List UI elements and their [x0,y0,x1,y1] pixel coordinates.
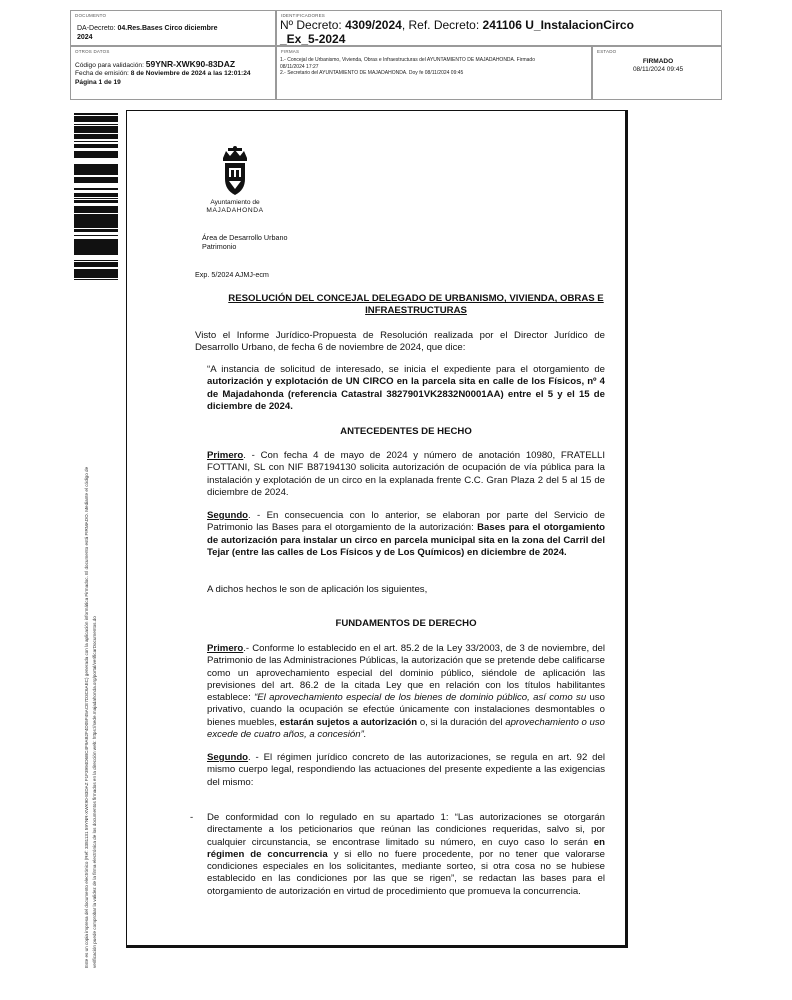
documento-label: DOCUMENTO [75,13,107,18]
barcode-bar [74,193,118,194]
firma-2: 2.- Secretario del AYUNTAMIENTO DE MAJADAHONDA. Doy fe 08/11/2024 09:45 [280,70,464,76]
barcode-bar [74,214,118,215]
ref-prefix: , Ref. Decreto: [401,18,483,32]
barcode-bar [74,130,118,133]
antecedentes-primero [207,450,605,499]
fundamentos-heading: FUNDAMENTOS DE DERECHO [335,618,477,629]
decreto-prefix: Nº Decreto: [280,18,346,32]
firma-1-date: 08/11/2024 17:27 [280,63,319,70]
sidebar-verification-line2: verificación puede comprobar la validez de la firma electrónica de los documentos firmados en la dirección web: https://sede.majadahonda.org/portal/verificarDocumentos.do [92,616,97,968]
identificadores-label: IDENTIFICADORES [281,13,326,18]
firma-1: 1.- Concejal de Urbanismo, Vivienda, Obras e Infraestructuras del AYUNTAMIENTO DE MAJADAHONDA. Firmado [280,57,535,63]
logo-line2: MAJADAHONDA [206,206,264,214]
barcode-bar [74,241,118,244]
antecedentes-heading: ANTECEDENTES DE HECHO [340,426,472,437]
barcode-bar [74,276,118,278]
barcode-bar [74,210,118,212]
fund-primero-b: “El aprovechamiento especial de los bienes de dominio público, así como su [254,692,587,704]
primero-label: Primero [207,450,244,461]
barcode-bar [74,146,118,147]
department-line2: Patrimonio [202,242,237,251]
barcode-bar [74,156,118,158]
title-line2: INFRAESTRUCTURAS [365,305,467,316]
ref-value-line2: _Ex_5-2024 [280,32,346,46]
barcode-bar [74,128,118,130]
barcode-bar [74,147,118,148]
codigo-validacion: 59YNR-XWK90-83DAZ [145,59,236,69]
barcode-bar [74,215,118,218]
barcode-bar [74,173,118,175]
header-identificadores-cell [276,10,722,46]
barcode-bar [74,279,118,280]
fund-segundo-text: . - El régimen jurídico concreto de las autorizaciones, se regula en art. 92 del mismo cuerpo legal, respondiendo las actuaciones del presente expediente a las exigencias del mismo: [207,752,605,788]
estado-date: 08/11/2024 09:45 [632,66,684,73]
barcode-bar [74,113,118,114]
barcode-bar [74,218,118,219]
segundo-text-b: Bases para el otorgamiento de autorización para instalar un circo en parcela municipal sita en la zona del Carril del Tejar (entre las calles de Los Físicos y de Los Químicos) en diciembre de 2024. [207,522,605,558]
otros-datos-label: OTROS DATOS [75,49,110,54]
barcode-bar [74,201,118,202]
quote-text-a: “A instancia de solicitud de interesado, se inicia el expediente para el otorgamiento de [207,364,605,375]
title-line1: RESOLUCIÓN DEL CONCEJAL DELEGADO DE URBANISMO, VIVIENDA, OBRAS E [228,293,604,304]
barcode-bar [74,171,118,173]
bullet-text-d: ”, se redactan las bases para el otorgamiento de autorización en virtud de procedimiento que promueva la concurrencia. [207,873,605,897]
ref-value: 241106 U_InstalacionCirco [482,18,634,32]
barcode-bar [74,188,118,189]
antecedentes-segundo [207,510,605,559]
barcode-bar [74,182,118,183]
quote-paragraph [207,364,605,413]
quote-text-b: autorización y explotación de UN CIRCO en la parcela sita en calle de los Físicos, nº 4 de Majadahonda (referencia Catastral 3827901VK2832N0001AA) entre el 5 y el 15 de diciembre de 2024. [207,376,605,412]
bullet-text-c: y si ello no fuere procedente, por no tener que valorarse condiciones especiales en los solicitantes, mediante sorteo, si otra cosa no se hubiese establecido en las condiciones por las que se rigen [207,848,605,885]
estado-label: ESTADO [597,49,617,54]
barcode-bar [74,260,118,261]
barcode-bar [74,209,118,210]
primero-text: . - Con fecha 4 de mayo de 2024 y número de anotación 10980, FRATELLI FOTTANI, SL con NIF B87194130 solicita autorización de ocupación de vía pública para la instalación y explotación de un circo en la explanada frente C.C. Gran Plaza 2 del 5 al 15 de diciembre de 2024. [207,450,605,498]
bullet-text-a: De conformidad con lo regulado en su apartado 1: “Las autorizaciones se otorgarán directamente a los peticionarios que reúnan las condiciones requeridas, salvo si, por cualquier circunstancia, se encontrase limitado su número, en cuyo caso lo serán [207,812,605,848]
barcode-bar [74,189,118,190]
header-estado-cell [592,46,722,100]
barcode-bar [74,164,118,166]
barcode-bar [74,195,118,196]
barcode-bar [74,272,118,273]
barcode-bar [74,254,118,255]
bullet-paragraph [207,812,605,898]
barcode-bar [74,202,118,203]
codigo-prefix: Código para validación: [75,62,146,69]
barcode-bar [74,126,118,128]
municipal-logo [204,146,266,218]
header-otros-datos-cell [70,46,276,100]
barcode-bar [74,134,118,135]
barcode-bar [74,229,118,232]
fecha-emision: 8 de Noviembre de 2024 a las 12:01:24 [130,70,251,78]
barcode-bar [74,124,118,125]
barcode-bar [74,168,118,171]
barcode-bar [74,166,118,167]
estado-value: FIRMADO [642,58,674,65]
barcode-bar [74,114,118,115]
barcode-bar [74,137,118,139]
bullet-marker: - [190,812,194,823]
segundo-label: Segundo [207,510,249,521]
barcode-bar [74,248,118,250]
barcode-bar [74,177,118,179]
department-line1: Área de Desarrollo Urbano [202,233,288,242]
barcode-bar [74,196,118,197]
segundo-text-a: . - En consecuencia con lo anterior, se elaboran por parte del Servicio de Patrimonio las Bases para el otorgamiento de la autorización: [207,510,605,534]
barcode-bar [74,141,118,142]
header-firmas-cell [276,46,592,100]
barcode-bar [74,118,118,121]
barcode-bar [74,269,118,271]
barcode [74,112,118,282]
barcode-bar [74,235,118,236]
barcode-bar [74,264,118,265]
fundamentos-segundo [207,752,605,789]
barcode-bar [74,194,118,195]
firmas-label: FIRMAS [281,49,300,54]
expediente-ref: Exp. 5/2024 AJMJ-ecm [195,270,269,279]
fund-segundo-label: Segundo [207,752,249,763]
documento-prefix: DA-Decreto: [77,25,118,32]
barcode-bar [74,212,118,213]
documento-name-line2: 2024 [77,34,93,41]
fund-primero-a: .- Conforme lo establecido en el art. 85.2 de la Ley 33/2003, de 3 de noviembre, del Patrimonio de las Administraciones Públicas, la autorización que se pretende debe calificarse como un aprovechamiento especial del dominio público, siéndole de aplicación las previsiones del art. 86.2 de la citada Ley que en relación con los títulos habilitantes establece: [207,643,605,704]
barcode-bar [74,244,118,245]
sidebar-verification-line1: Este es un copia impresa del documento electrónico (Ref: 3381131 59YNR-XWK90-83DAZ F1F3994D6BC4F9AB2F4D05F45ACE7D3C6AEC) generada con la aplicación informática Firmadoc. El documento está FIRMADO. Mediante el código de [84,466,89,968]
barcode-bar [74,266,118,267]
barcode-bar [74,198,118,199]
barcode-bar [74,206,118,209]
barcode-bar [74,239,118,241]
barcode-bar [74,271,118,272]
department [202,233,288,251]
barcode-bar [74,152,118,153]
pagina-indicator: Página 1 de 19 [75,78,121,86]
barcode-bar [74,219,118,222]
barcode-bar [74,151,118,152]
fund-primero-label: Primero [207,643,244,654]
barcode-bar [74,121,118,122]
barcode-graphic [74,112,118,282]
fecha-prefix: Fecha de emisión: [75,70,131,78]
fundamentos-primero [207,643,605,741]
logo-line1: Ayuntamiento de [210,199,260,206]
barcode-bar [74,225,118,228]
barcode-bar [74,155,118,156]
barcode-bar [74,252,118,254]
barcode-bar [74,200,118,201]
antecedentes-closing: A dichos hechos le son de aplicación los siguientes, [207,584,428,595]
barcode-bar [74,135,118,137]
barcode-bar [74,167,118,168]
documento-name: 04.Res.Bases Circo diciembre [117,25,218,32]
barcode-bar [74,265,118,266]
fund-primero-d: estarán sujetos a autorización [279,716,418,728]
barcode-bar [74,262,118,264]
fund-primero-e: o, si la duración del [417,716,506,728]
barcode-bar [74,273,118,276]
header-documento-cell [70,10,276,46]
barcode-bar [74,179,118,182]
resolution-title [200,293,632,317]
bullet-text-b: en régimen de concurrencia [207,836,605,860]
barcode-bar [74,245,118,248]
barcode-bar [74,153,118,155]
fund-primero-f: aprovechamiento o uso excede de cuatro años, a concesión”. [207,716,606,741]
fund-primero-c: uso privativo, cuando la ocupación se efectúe únicamente con instalaciones desmontables o bienes muebles, [207,692,606,728]
barcode-bar [74,222,118,225]
intro-paragraph: Visto el Informe Jurídico-Propuesta de Resolución realizada por el Director Jurídico de Desarrollo Urbano, de fecha 6 de noviembre de 2024, que dice: [195,330,605,354]
barcode-bar [74,116,118,118]
barcode-bar [74,144,118,146]
barcode-bar [74,250,118,252]
decreto-number: 4309/2024 [345,18,402,32]
crest-icon [204,146,266,198]
